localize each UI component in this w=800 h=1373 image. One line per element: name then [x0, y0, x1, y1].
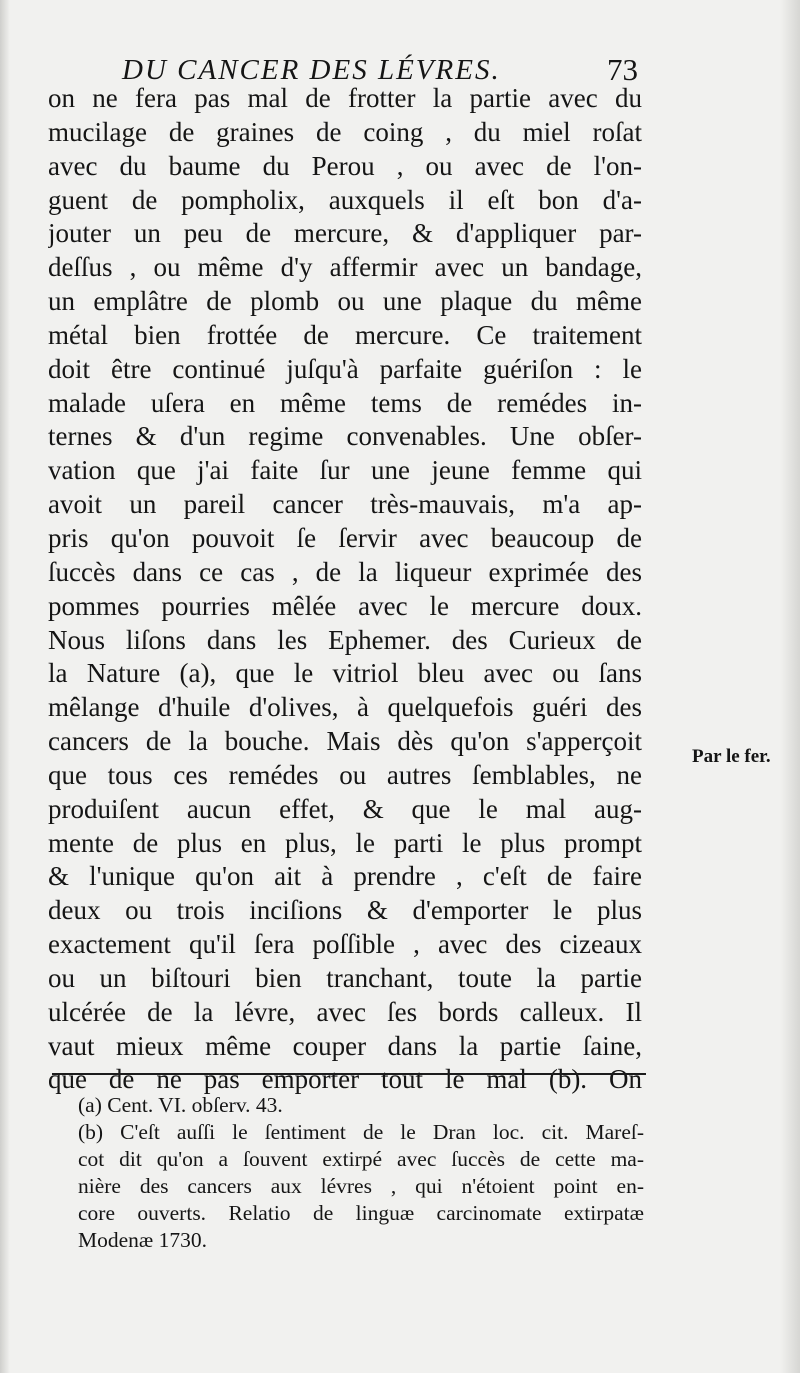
body-line: deſſus , ou même d'y affermir avec un bandage,	[48, 252, 642, 283]
body-line: mêlange d'huile d'olives, à quelquefois guéri des	[48, 692, 642, 723]
page-number: 73	[607, 52, 638, 87]
body-line: la Nature (a), que le vitriol bleu avec ou ſans	[48, 658, 642, 689]
body-line: exactement qu'il ſera poſſible , avec des cizeaux	[48, 929, 642, 960]
page-edge-shadow	[0, 0, 10, 1373]
body-line: malade uſera en même tems de remédes in-	[48, 387, 642, 418]
running-title: DU CANCER DES LÉVRES.	[122, 54, 501, 86]
body-line: vation que j'ai faite ſur une jeune femme qui	[48, 455, 642, 486]
footnote-b-line: cot dit qu'on a ſouvent extirpé avec ſuccès de cette ma-	[78, 1147, 644, 1171]
body-line: pris qu'on pouvoit ſe ſervir avec beaucoup de	[48, 522, 642, 553]
body-text	[48, 82, 642, 1097]
footnote-b-line: nière des cancers aux lévres , qui n'étoient point en-	[78, 1174, 644, 1198]
footnote-a: (a) Cent. VI. obſerv. 43.	[78, 1093, 283, 1117]
body-line: un emplâtre de plomb ou une plaque du même	[48, 286, 642, 317]
body-line: que tous ces remédes ou autres ſemblables, ne	[48, 759, 642, 790]
page-gutter-shadow	[780, 0, 800, 1373]
body-line: jouter un peu de mercure, & d'appliquer par-	[48, 218, 642, 249]
body-line: ou un biſtouri bien tranchant, toute la partie	[48, 962, 642, 993]
body-line: guent de pompholix, auxquels il eſt bon d'a-	[48, 184, 642, 215]
body-line: avoit un pareil cancer très-mauvais, m'a ap-	[48, 489, 642, 520]
body-line: mente de plus en plus, le parti le plus prompt	[48, 827, 642, 858]
body-line: deux ou trois inciſions & d'emporter le plus	[48, 895, 642, 926]
body-line: ternes & d'un regime convenables. Une obſer-	[48, 421, 642, 452]
body-line: pommes pourries mêlée avec le mercure doux.	[48, 590, 642, 621]
body-line: vaut mieux même couper dans la partie ſaine,	[48, 1030, 642, 1061]
margin-note: Par le fer.	[692, 746, 771, 767]
footnotes	[78, 1092, 644, 1254]
body-line: que de ne pas emporter tout le mal (b). On	[48, 1064, 642, 1095]
body-line: métal bien frottée de mercure. Ce traitement	[48, 319, 642, 350]
body-line: ſuccès dans ce cas , de la liqueur exprimée des	[48, 556, 642, 587]
body-line: avec du baume du Perou , ou avec de l'on-	[48, 150, 642, 181]
body-line: Nous liſons dans les Ephemer. des Curieux de	[48, 624, 642, 655]
body-line: doit être continué juſqu'à parfaite guériſon : le	[48, 353, 642, 384]
body-line: cancers de la bouche. Mais dès qu'on s'apperçoit	[48, 726, 642, 757]
footnote-b-line: core ouverts. Relatio de linguæ carcinomate extirpatæ	[78, 1201, 644, 1225]
body-line: on ne fera pas mal de frotter la partie avec du	[48, 83, 642, 113]
body-line: mucilage de graines de coing , du miel roſat	[48, 116, 642, 147]
footnote-rule	[52, 1073, 646, 1075]
footnote-b-line: Modenæ 1730.	[78, 1228, 207, 1252]
body-line: ulcérée de la lévre, avec ſes bords calleux. Il	[48, 996, 642, 1027]
body-line: & l'unique qu'on ait à prendre , c'eſt de faire	[48, 861, 642, 892]
footnote-b-line: (b) C'eſt auſſi le ſentiment de le Dran loc. cit. Mareſ-	[78, 1120, 644, 1144]
body-line: produiſent aucun effet, & que le mal aug-	[48, 793, 642, 824]
